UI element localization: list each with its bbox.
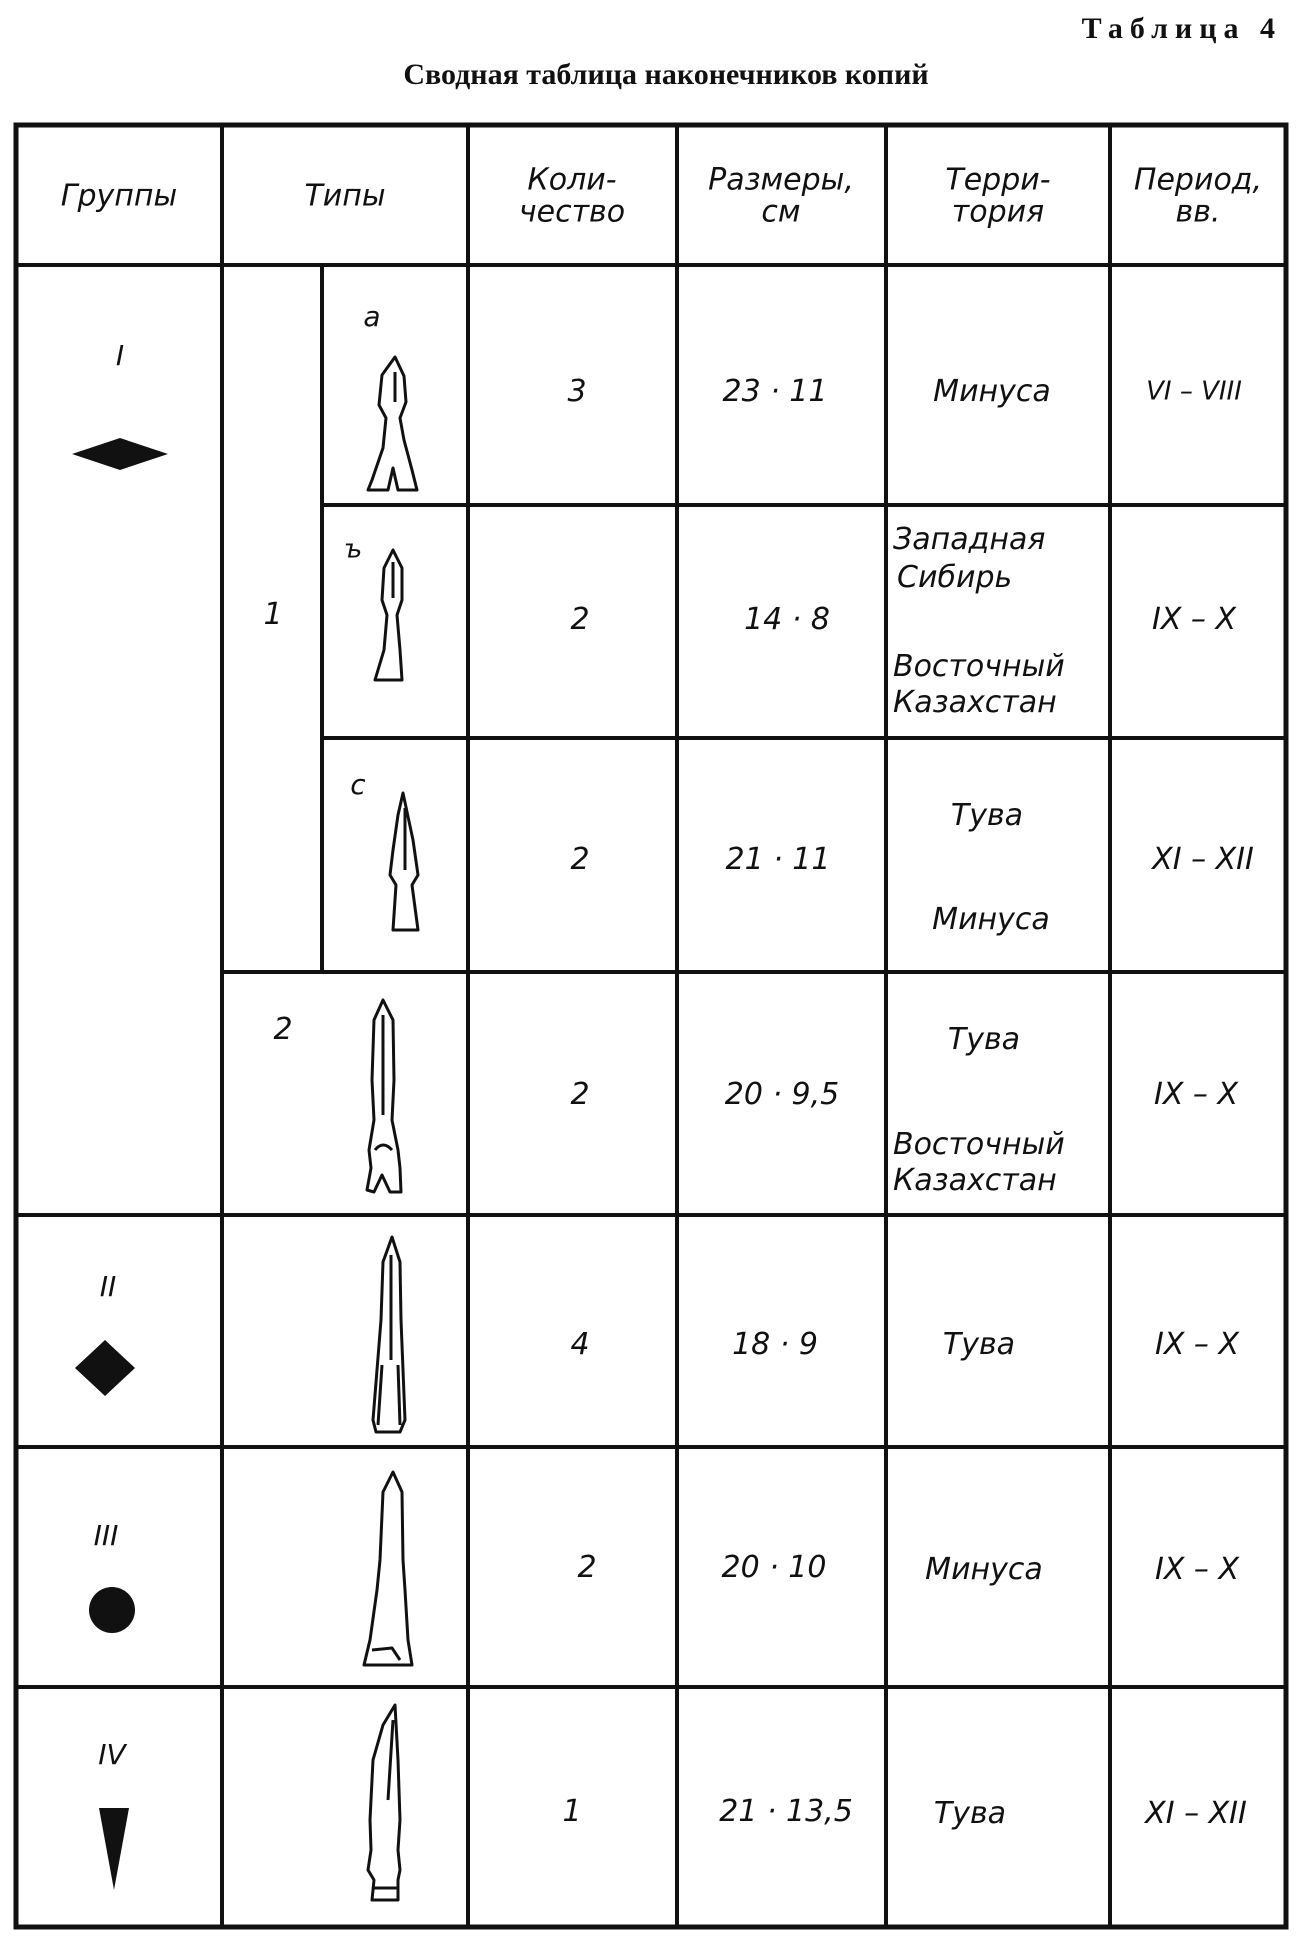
- size-cell: 20 · 9,5: [724, 1077, 840, 1112]
- territory-cell: Казахстан: [893, 1163, 1057, 1198]
- period-cell: IX – X: [1154, 1327, 1240, 1362]
- size-cell: 21 · 11: [725, 842, 831, 877]
- territory-cell: Минуса: [932, 902, 1050, 937]
- triangle-section-icon: [99, 1808, 129, 1890]
- territory-cell: Сибирь: [897, 560, 1013, 595]
- header-sizes: Размеры, см: [708, 162, 854, 229]
- period-cell: VI – VIII: [1146, 376, 1242, 407]
- size-cell: 21 · 13,5: [719, 1794, 853, 1829]
- period-cell: XI – XII: [1152, 842, 1254, 877]
- quantity-cell: 4: [570, 1327, 590, 1362]
- type-number: 2: [273, 1012, 293, 1047]
- circle-section-icon: [89, 1587, 135, 1633]
- subtype-letter: ъ: [343, 534, 363, 565]
- rhombus-section-icon: [75, 1340, 135, 1396]
- header-groups: Группы: [60, 178, 178, 214]
- spearhead-type-2-icon: [367, 1000, 401, 1192]
- group-numeral: III: [93, 1519, 119, 1553]
- territory-cell: Восточный: [893, 649, 1065, 684]
- period-cell: XI – XII: [1145, 1796, 1247, 1831]
- quantity-cell: 2: [570, 1077, 590, 1112]
- subtype-letter: a: [363, 300, 381, 334]
- subtype-letter: c: [350, 768, 366, 802]
- table-number-label: Таблица 4: [1081, 12, 1282, 45]
- spearhead-group-3-icon: [364, 1472, 412, 1665]
- size-cell: 23 · 11: [722, 374, 828, 409]
- territory-cell: Восточный: [893, 1127, 1065, 1162]
- spearhead-group-4-icon: [368, 1705, 400, 1900]
- header-types: Типы: [304, 178, 386, 214]
- group-numeral: I: [115, 339, 125, 373]
- header-period: Период, вв.: [1133, 162, 1263, 229]
- territory-cell: Западная: [893, 522, 1046, 557]
- table-borders: [16, 125, 1286, 1927]
- size-cell: 14 · 8: [744, 602, 830, 637]
- size-cell: 18 · 9: [732, 1327, 818, 1362]
- spearhead-group-2-icon: [373, 1237, 405, 1432]
- type-number: 1: [263, 597, 283, 632]
- spearhead-type-1b-icon: [375, 550, 402, 680]
- quantity-cell: 2: [570, 602, 590, 637]
- header-territory: Терри- тория: [945, 162, 1051, 229]
- quantity-cell: 1: [562, 1794, 582, 1829]
- header-quantity: Коли- чество: [518, 162, 626, 229]
- spearhead-type-1c-icon: [390, 793, 418, 930]
- territory-cell: Казахстан: [893, 685, 1057, 720]
- territory-cell: Тува: [947, 1022, 1021, 1057]
- spearhead-type-1a-icon: [368, 357, 417, 490]
- size-cell: 20 · 10: [721, 1550, 827, 1585]
- territory-cell: Минуса: [925, 1552, 1043, 1587]
- quantity-cell: 2: [570, 842, 590, 877]
- period-cell: IX – X: [1154, 1552, 1240, 1587]
- territory-cell: Тува: [950, 798, 1024, 833]
- territory-cell: Тува: [942, 1327, 1016, 1362]
- lozenge-section-icon: [72, 438, 168, 470]
- group-numeral: II: [99, 1270, 117, 1304]
- group-numeral: IV: [98, 1738, 126, 1772]
- table-title: Сводная таблица наконечников копий: [403, 58, 929, 91]
- period-cell: IX – X: [1151, 602, 1237, 637]
- period-cell: IX – X: [1153, 1077, 1239, 1112]
- territory-cell: Тува: [933, 1796, 1007, 1831]
- quantity-cell: 2: [577, 1550, 597, 1585]
- quantity-cell: 3: [567, 374, 587, 409]
- territory-cell: Минуса: [933, 374, 1051, 409]
